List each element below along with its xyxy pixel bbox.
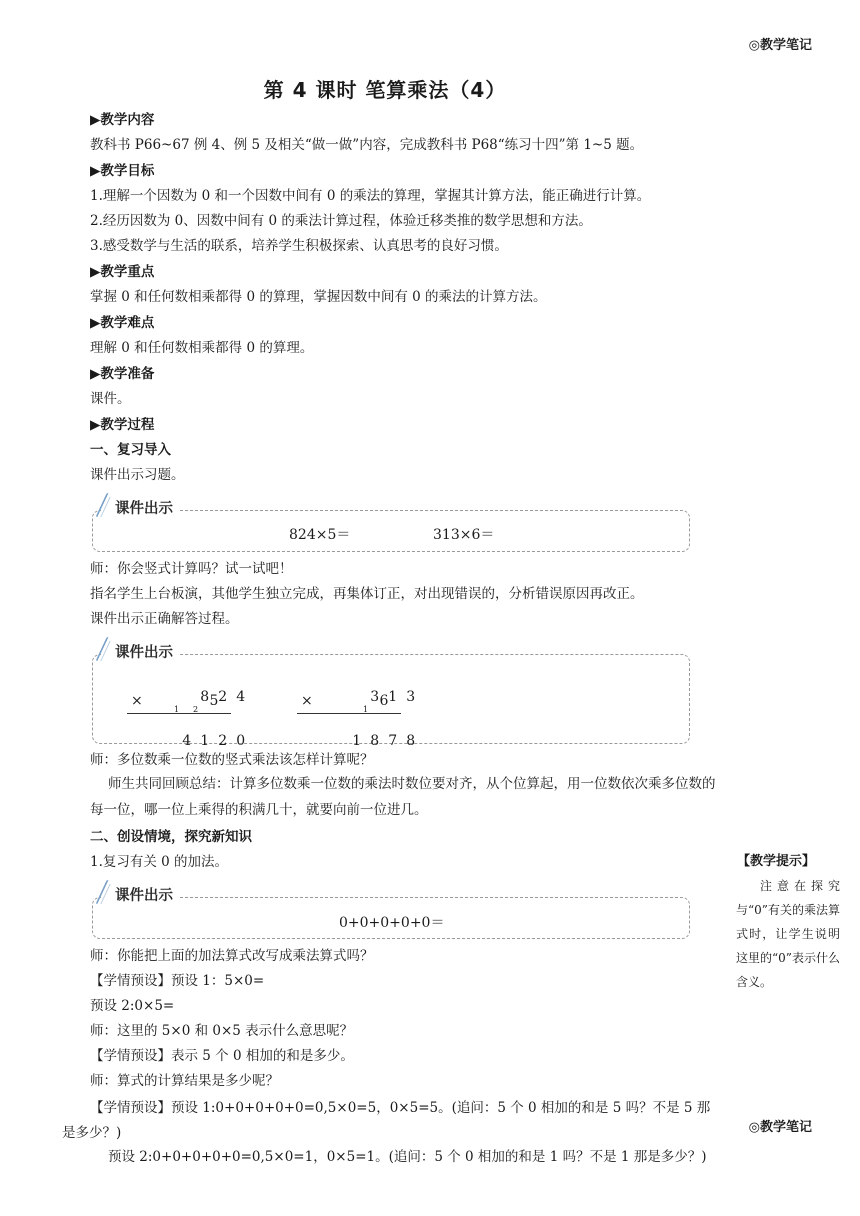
preset-1-text: 【学情预设】预设 1:0+0+0+0+0=0,5×0=5，0×5=5。(追问：5 个 0 相加的和是 5 吗？不是 5 那是多少？) bbox=[62, 1100, 711, 1141]
teacher-question-1: 师：你会竖式计算吗？试一试吧！ bbox=[90, 561, 293, 577]
instruction-text: 指名学生上台板演，其他学生独立完成，再集体订正，对出现错误的，分析错误原因再改正。 bbox=[90, 586, 644, 602]
page-title: 第 4 课时 笔算乘法（4） bbox=[263, 78, 507, 102]
dialogue-line-1: 师：你能把上面的加法算式改写成乘法算式吗？ bbox=[90, 948, 374, 964]
vertical-calc-313x6: 3 1 3 × 6 1 1 8 7 8 bbox=[297, 673, 407, 743]
key-text: 掌握 0 和任何数相乘都得 0 的算理，掌握因数中间有 0 的乘法的计算方法。 bbox=[90, 289, 547, 305]
courseware-box-2 bbox=[92, 645, 690, 749]
part2-heading: 二、创设情境，探究新知识 bbox=[90, 829, 252, 845]
preset-2-text: 预设 2:0+0+0+0+0=0,5×0=1，0×5=1。(追问：5 个 0 相加的和是 1 吗？不是 1 那是多少？) bbox=[108, 1149, 707, 1165]
courseware-box-1 bbox=[92, 501, 690, 552]
dialogue-line-3: 预设 2:0×5= bbox=[90, 998, 175, 1014]
part1-heading: 一、复习导入 bbox=[90, 442, 171, 458]
teaching-tip-text: 注意在探究与“0”有关的乘法算式时，让学生说明这里的“0”表示什么含义。 bbox=[736, 879, 840, 989]
dialogue-line-4: 师：这里的 5×0 和 0×5 表示什么意思呢？ bbox=[90, 1023, 354, 1039]
goal-item-3: 3.感受数学与生活的联系，培养学生积极探索、认真思考的良好习惯。 bbox=[90, 238, 508, 254]
goal-item-2: 2.经历因数为 0、因数中间有 0 的乘法计算过程，体验迁移类推的数学思想和方法。 bbox=[90, 213, 592, 229]
section-heading-key: ▶教学重点 bbox=[90, 264, 155, 280]
section-heading-process: ▶教学过程 bbox=[90, 417, 155, 433]
teacher-question-2: 师：多位数乘一位数的竖式乘法该怎样计算呢？ bbox=[90, 752, 374, 768]
courseware-intro: 课件出示正确解答过程。 bbox=[90, 611, 239, 627]
difficulty-text: 理解 0 和任何数相乘都得 0 的算理。 bbox=[90, 340, 314, 356]
teaching-notes-label-bottom: ◎教学笔记 bbox=[748, 1120, 812, 1135]
part2-item-1: 1.复习有关 0 的加法。 bbox=[90, 854, 229, 870]
courseware-tag: 课件出示 bbox=[101, 641, 179, 662]
prep-text: 课件。 bbox=[90, 391, 131, 407]
summary-text: 师生共同回顾总结：计算多位数乘一位数的乘法时数位要对齐，从个位算起，用一位数依次乘多位数的每一位，哪一位上乘得的积满几十，就要向前一位进几。 bbox=[90, 776, 716, 818]
vertical-calc-824x5: 8 2 4 × 5 1 2 4 1 2 0 bbox=[127, 673, 237, 743]
teaching-tip-title: 【教学提示】 bbox=[737, 854, 816, 869]
content-text: 教科书 P66~67 例 4、例 5 及相关“做一做”内容，完成教科书 P68“练习十四”第 1~5 题。 bbox=[90, 137, 644, 153]
courseware-tag: 课件出示 bbox=[101, 497, 179, 518]
goal-item-1: 1.理解一个因数为 0 和一个因数中间有 0 的乘法的算理，掌握其计算方法，能正确进行计算。 bbox=[90, 188, 651, 204]
expression-824x5: 824×5＝ bbox=[289, 527, 351, 543]
section-heading-difficulty: ▶教学难点 bbox=[90, 315, 155, 331]
expression-313x6: 313×6＝ bbox=[433, 527, 495, 543]
part1-text: 课件出示习题。 bbox=[90, 467, 185, 483]
section-heading-prep: ▶教学准备 bbox=[90, 366, 155, 382]
section-heading-goals: ▶教学目标 bbox=[90, 163, 155, 179]
expression-zero-sum: 0+0+0+0+0＝ bbox=[339, 915, 445, 931]
courseware-tag: 课件出示 bbox=[101, 884, 179, 905]
courseware-box-3 bbox=[92, 888, 690, 939]
section-heading-content: ▶教学内容 bbox=[90, 112, 155, 128]
dialogue-line-5: 【学情预设】表示 5 个 0 相加的和是多少。 bbox=[90, 1048, 354, 1064]
dialogue-line-6: 师：算式的计算结果是多少呢？ bbox=[90, 1073, 279, 1089]
teaching-notes-label-top: ◎教学笔记 bbox=[748, 38, 812, 53]
dialogue-line-2: 【学情预设】预设 1：5×0= bbox=[90, 973, 265, 989]
